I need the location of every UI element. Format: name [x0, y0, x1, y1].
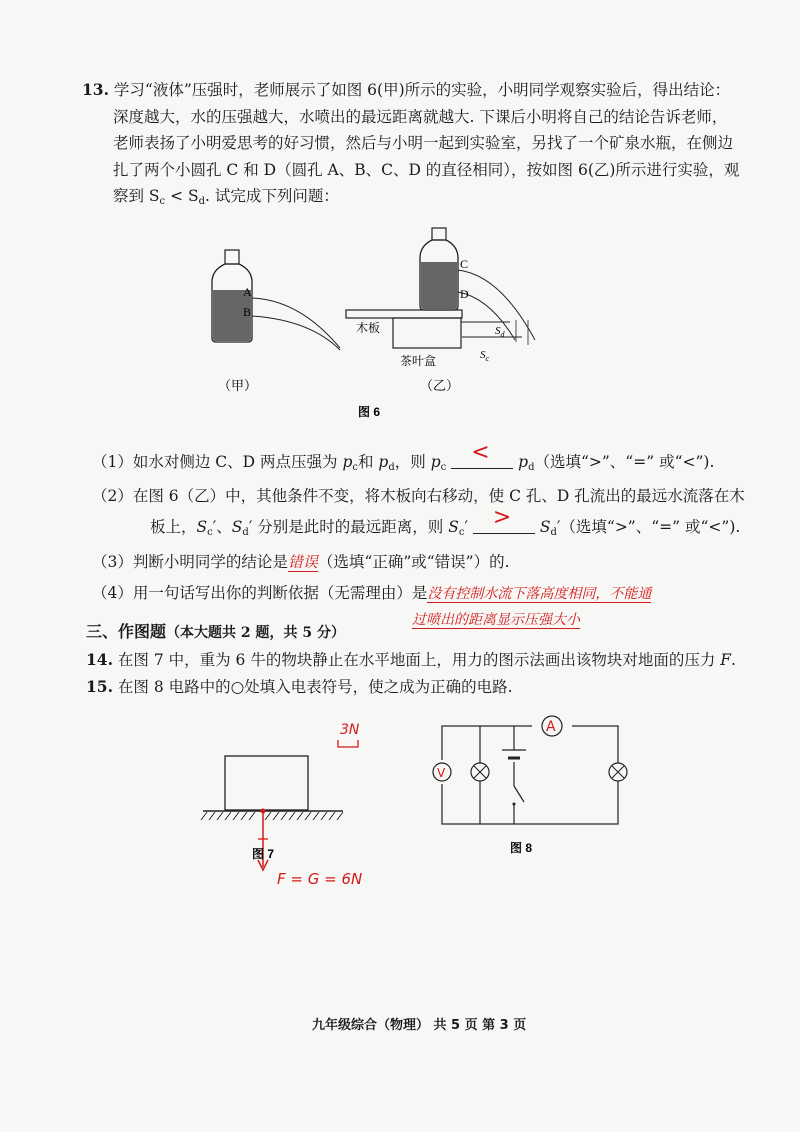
answer-blank-2 [473, 505, 535, 534]
caption-fig7: 图 7 [252, 847, 275, 861]
figure-8 [432, 714, 632, 864]
caption-jia: （甲） [218, 378, 258, 393]
ammeter-label: A [546, 719, 556, 735]
box-label: 茶叶盒 [400, 354, 437, 368]
force-label: F = G = 6N [277, 870, 363, 888]
q13-number: 13. [82, 80, 109, 99]
scale-label: 3N [340, 722, 360, 738]
q13-line-2: 深度越大，水的压强越大，水喷出的最远距离就越大. 下课后小明将自己的结论告诉老师， [113, 108, 728, 126]
q13-sub2-line2: 板上，$S_c'$、$S_d'$ 分别是此时的最远距离，则 $S_c'$ > $S_d'$（选填“>”、“=” 或“<”). [150, 505, 741, 538]
q13-sub1: （1）如水对侧边 C、D 两点压强为 $p_c$和 $p_d$，则 $p_c$ < $p_d$（选填“>”、“=” 或“<”). [92, 440, 715, 473]
q14-line: 14. 在图 7 中，重为 6 牛的物块静止在水平地面上，用力的图示法画出该物块对地面的压力 F. [86, 650, 736, 669]
lamp-1 [471, 763, 489, 781]
answer-blank-1 [451, 440, 513, 469]
board-label: 木板 [356, 321, 381, 335]
switch [513, 786, 525, 806]
circuit-wires [442, 726, 618, 824]
q13-sub4: （4）用一句话写出你的判断依据（无需理由）是没有控制水流下落高度相同，不能通 [92, 584, 652, 602]
ground-hatch [201, 812, 343, 820]
page-footer: 九年级综合（物理） 共 5 页 第 3 页 [312, 1018, 527, 1033]
tea-box [393, 318, 461, 348]
answer-4-line1: 没有控制水流下落高度相同，不能通 [427, 586, 652, 602]
label-b: B [243, 305, 252, 319]
lamp-2 [609, 763, 627, 781]
block [225, 756, 308, 810]
label-c: C [460, 257, 469, 271]
q13-sub2-line1: （2）在图 6（乙）中，其他条件不变，将木板向右移动，使 C 孔、D 孔流出的最远水流落在木 [92, 487, 745, 505]
section-3-heading: 三、作图题（本大题共 2 题，共 5 分） [86, 622, 345, 641]
sd-label: $S_d$ [495, 325, 505, 339]
answer-4-line2: 过喷出的距离显示压强大小 [412, 612, 580, 628]
voltmeter-label: V [437, 766, 446, 780]
answer-1: < [471, 440, 490, 465]
q13-line-3: 老师表扬了小明爱思考的好习惯，然后与小明一起到实验室，另找了一个矿泉水瓶，在侧边 [113, 134, 734, 152]
q13-sub3: （3）判断小明同学的结论是错误（选填“正确”或“错误”）的. [92, 553, 510, 571]
label-a: A [243, 285, 252, 299]
figure-6 [180, 220, 560, 420]
sc-label: $S_c$ [480, 349, 490, 363]
figure-7 [195, 712, 395, 892]
q13-line-1: 13. 学习“液体”压强时，老师展示了如图 6(甲)所示的实验，小明同学观察实验后，得出结论： [82, 80, 731, 99]
battery [502, 750, 526, 758]
q13-sub4-line2 [412, 609, 580, 630]
answer-3: 错误 [287, 553, 318, 571]
q13-line-4: 扎了两个小圆孔 C 和 D（圆孔 A、B、C、D 的直径相同），按如图 6(乙)所示进行实验，观 [113, 161, 740, 179]
bottle-yi [420, 228, 535, 340]
caption-fig6: 图 6 [358, 405, 381, 419]
caption-yi: （乙） [420, 378, 460, 393]
q15-line: 15. 在图 8 电路中的○处填入电表符号，使之成为正确的电路. [86, 677, 513, 696]
answer-2: > [492, 505, 512, 530]
q13-line-5: 察到 $S_c < S_d$. 试完成下列问题： [113, 187, 339, 207]
wood-board [346, 310, 462, 318]
label-d: D [460, 287, 469, 301]
bottle-jia [212, 250, 340, 350]
caption-fig8: 图 8 [510, 841, 533, 855]
